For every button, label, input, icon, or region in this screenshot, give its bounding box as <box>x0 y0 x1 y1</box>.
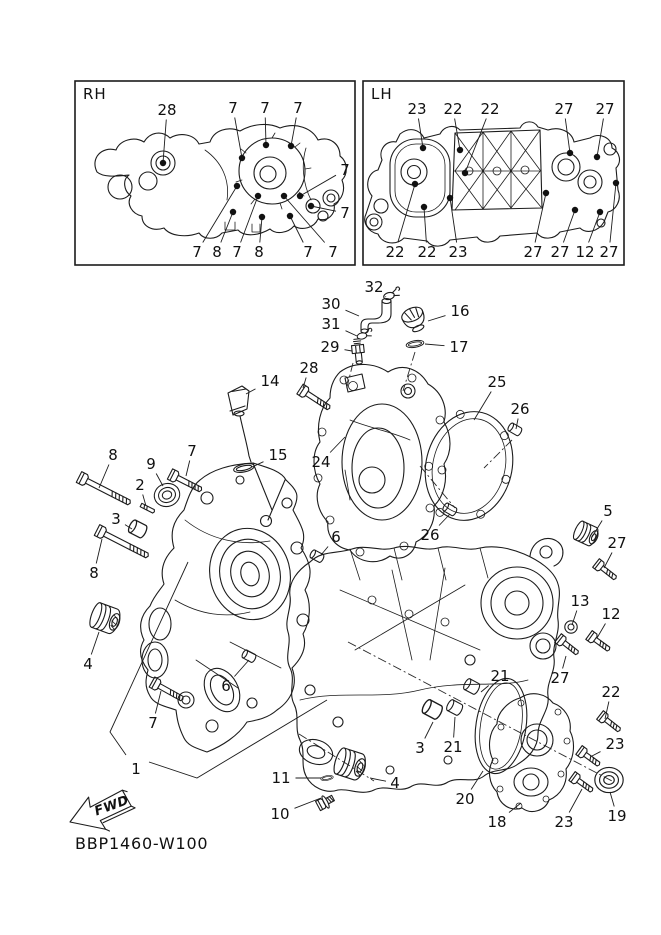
callout-label-7: 7 <box>328 243 338 261</box>
callout-dot <box>239 155 245 161</box>
leader-line <box>234 660 249 677</box>
callout-label-25: 25 <box>487 373 507 391</box>
leader-line <box>569 789 582 813</box>
bolt-7 <box>149 677 186 704</box>
oil-seal-19 <box>595 767 623 792</box>
callout-label-26: 26 <box>420 526 440 544</box>
leader-line <box>509 803 521 813</box>
collar-5 <box>571 520 601 548</box>
callout-label-22: 22 <box>480 100 500 118</box>
leader-line <box>604 553 612 569</box>
leader-line <box>235 118 242 159</box>
callout-label-27: 27 <box>550 669 570 687</box>
leader-line <box>311 206 336 211</box>
leader-line <box>597 119 603 158</box>
fwd-arrow-label: FWD <box>92 793 132 820</box>
callout-dot <box>412 181 418 187</box>
callout-label-1: 1 <box>131 760 141 778</box>
callout-label-9: 9 <box>146 455 156 473</box>
callout-label-23: 23 <box>605 735 625 753</box>
breather-pipe <box>361 299 391 334</box>
callout-dot <box>281 193 287 199</box>
callout-dot <box>287 213 293 219</box>
leader-line <box>156 474 163 487</box>
leader-line <box>96 539 102 564</box>
callout-dot <box>613 180 619 186</box>
collar-3 <box>127 519 149 539</box>
hose-clamp <box>382 287 401 301</box>
drain-gasket-11 <box>320 775 333 782</box>
callout-dot <box>572 207 578 213</box>
callout-label-23: 23 <box>448 243 468 261</box>
callout-label-7: 7 <box>187 442 197 460</box>
leader-line <box>428 316 446 321</box>
callout-dot <box>255 193 261 199</box>
callout-label-30: 30 <box>321 295 341 313</box>
callout-dot <box>462 170 468 176</box>
callout-label-29: 29 <box>320 338 340 356</box>
leader-line <box>474 392 491 421</box>
leader-line <box>265 118 266 146</box>
leader-line <box>592 752 601 756</box>
callout-label-7: 7 <box>293 99 303 117</box>
oil-seal-9 <box>151 480 182 510</box>
leader-line <box>450 198 457 243</box>
oil-dipstick <box>228 386 251 462</box>
drawing-number: BBP1460-W100 <box>75 834 209 853</box>
washer-13 <box>565 621 577 633</box>
callout-label-18: 18 <box>487 813 507 831</box>
callout-label-19: 19 <box>607 807 627 825</box>
mount-damper-4 <box>87 601 123 635</box>
leader-line <box>385 297 386 298</box>
hose-clamp <box>356 328 373 340</box>
callout-label-14: 14 <box>260 372 280 390</box>
leader-line <box>345 350 353 351</box>
leader-line <box>597 624 605 639</box>
leader-line <box>563 210 575 243</box>
callout-dot <box>597 209 603 215</box>
bolt-8 <box>76 472 133 509</box>
callout-dot <box>288 143 294 149</box>
callout-dot <box>259 214 265 220</box>
lh-inset-box <box>363 81 624 265</box>
callout-label-17: 17 <box>449 338 469 356</box>
callout-dot <box>297 193 303 199</box>
leader-line <box>91 632 99 655</box>
oil-filler-cap <box>399 304 429 335</box>
collar-21 <box>462 678 481 696</box>
callout-label-22: 22 <box>443 100 463 118</box>
callout-label-16: 16 <box>450 302 470 320</box>
dowel-stud-2 <box>140 503 155 513</box>
callout-label-7: 7 <box>148 714 158 732</box>
mount-damper-4 <box>332 747 369 782</box>
leader-line <box>563 656 566 669</box>
leader-line <box>290 216 303 243</box>
breather-joint-fitting <box>351 338 366 364</box>
callout-label-8: 8 <box>89 564 99 582</box>
callout-label-15: 15 <box>268 446 288 464</box>
callout-label-23: 23 <box>554 813 574 831</box>
callout-label-27: 27 <box>595 100 615 118</box>
crankcase-half-left-side <box>287 538 563 792</box>
callout-label-7: 7 <box>232 243 242 261</box>
callout-label-27: 27 <box>599 243 619 261</box>
callout-label-27: 27 <box>523 243 543 261</box>
dowel-pin-26 <box>507 422 523 436</box>
leader-line <box>99 465 109 489</box>
callout-label-12: 12 <box>575 243 595 261</box>
callout-label-27: 27 <box>550 243 570 261</box>
bolt-7 <box>167 469 204 495</box>
callout-label-7: 7 <box>340 161 350 179</box>
leader-line <box>425 722 433 739</box>
main-callouts <box>83 278 626 831</box>
leader-line <box>610 792 614 807</box>
callout-label-10: 10 <box>270 805 290 823</box>
bolt-27 <box>555 634 582 658</box>
callout-label-5: 5 <box>603 502 613 520</box>
leader-line <box>221 212 233 243</box>
callout-label-22: 22 <box>417 243 437 261</box>
callout-label-27: 27 <box>607 534 627 552</box>
bolt-8 <box>94 525 151 562</box>
bolt-23 <box>569 772 596 796</box>
callout-dot <box>263 142 269 148</box>
cover-gasket-25 <box>414 402 524 531</box>
callout-label-24: 24 <box>311 453 331 471</box>
rh-case-drawing <box>95 124 346 238</box>
callout-label-7: 7 <box>192 243 202 261</box>
callout-label-22: 22 <box>385 243 405 261</box>
dowel-pin-6 <box>241 649 257 663</box>
bolt-28 <box>297 384 333 413</box>
main-diagram-art <box>76 287 623 812</box>
cap-o-ring <box>406 339 425 349</box>
callout-label-21: 21 <box>490 667 510 685</box>
callout-label-27: 27 <box>554 100 574 118</box>
leader-line <box>610 183 616 243</box>
leader-line <box>186 461 190 477</box>
rh-inset-box <box>75 81 355 265</box>
callout-dot <box>420 145 426 151</box>
callout-label-22: 22 <box>601 683 621 701</box>
lh-case-drawing <box>365 122 620 246</box>
collar-3 <box>420 698 444 720</box>
callout-label-6: 6 <box>331 528 341 546</box>
leader-line <box>346 331 358 336</box>
callout-label-7: 7 <box>228 99 238 117</box>
callout-label-28: 28 <box>299 359 319 377</box>
callout-dot <box>594 154 600 160</box>
callout-dot <box>421 204 427 210</box>
callout-label-2: 2 <box>135 476 145 494</box>
leader-line <box>398 184 415 243</box>
callout-label-23: 23 <box>407 100 427 118</box>
callout-dot <box>447 195 453 201</box>
callout-label-21: 21 <box>443 738 463 756</box>
leader-line <box>241 196 258 243</box>
callout-dot <box>160 160 166 166</box>
callout-label-32: 32 <box>364 278 384 296</box>
callout-dot <box>543 190 549 196</box>
callout-label-7: 7 <box>260 99 270 117</box>
bolt-27 <box>593 559 620 583</box>
callout-label-26: 26 <box>510 400 530 418</box>
callout-label-8: 8 <box>212 243 222 261</box>
leader-line <box>418 119 423 149</box>
callout-label-3: 3 <box>415 739 425 757</box>
callout-label-4: 4 <box>83 655 93 673</box>
callout-dot <box>567 150 573 156</box>
rh-box-label: RH <box>83 85 107 103</box>
bolt-22 <box>597 711 624 735</box>
rh-callouts <box>157 99 349 261</box>
leader-line <box>454 717 455 738</box>
bolt-23 <box>576 746 603 770</box>
callout-label-8: 8 <box>108 446 118 464</box>
callout-label-7: 7 <box>303 243 313 261</box>
callout-label-6: 6 <box>221 677 231 695</box>
callout-label-31: 31 <box>321 315 341 333</box>
callout-dot <box>230 209 236 215</box>
lh-box-label: LH <box>371 85 393 103</box>
leader-line <box>439 514 450 526</box>
callout-label-20: 20 <box>455 790 475 808</box>
drain-plug-10 <box>315 792 336 812</box>
callout-label-3: 3 <box>111 510 121 528</box>
leader-line <box>346 310 360 316</box>
leader-line <box>291 118 296 147</box>
callout-label-4: 4 <box>390 774 400 792</box>
callout-label-8: 8 <box>254 243 264 261</box>
leader-line <box>516 419 518 430</box>
callout-label-7: 7 <box>340 204 350 222</box>
callout-dot <box>308 203 314 209</box>
callout-label-11: 11 <box>271 769 291 787</box>
leader-line <box>589 212 600 243</box>
leader-line <box>565 119 570 154</box>
leader-line <box>535 193 546 243</box>
callout-label-28: 28 <box>157 101 177 119</box>
assembly-axis-line <box>484 440 512 468</box>
callout-label-12: 12 <box>601 605 621 623</box>
callout-label-13: 13 <box>570 592 590 610</box>
callout-dot <box>457 147 463 153</box>
leader-line <box>425 344 445 346</box>
callout-dot <box>234 183 240 189</box>
